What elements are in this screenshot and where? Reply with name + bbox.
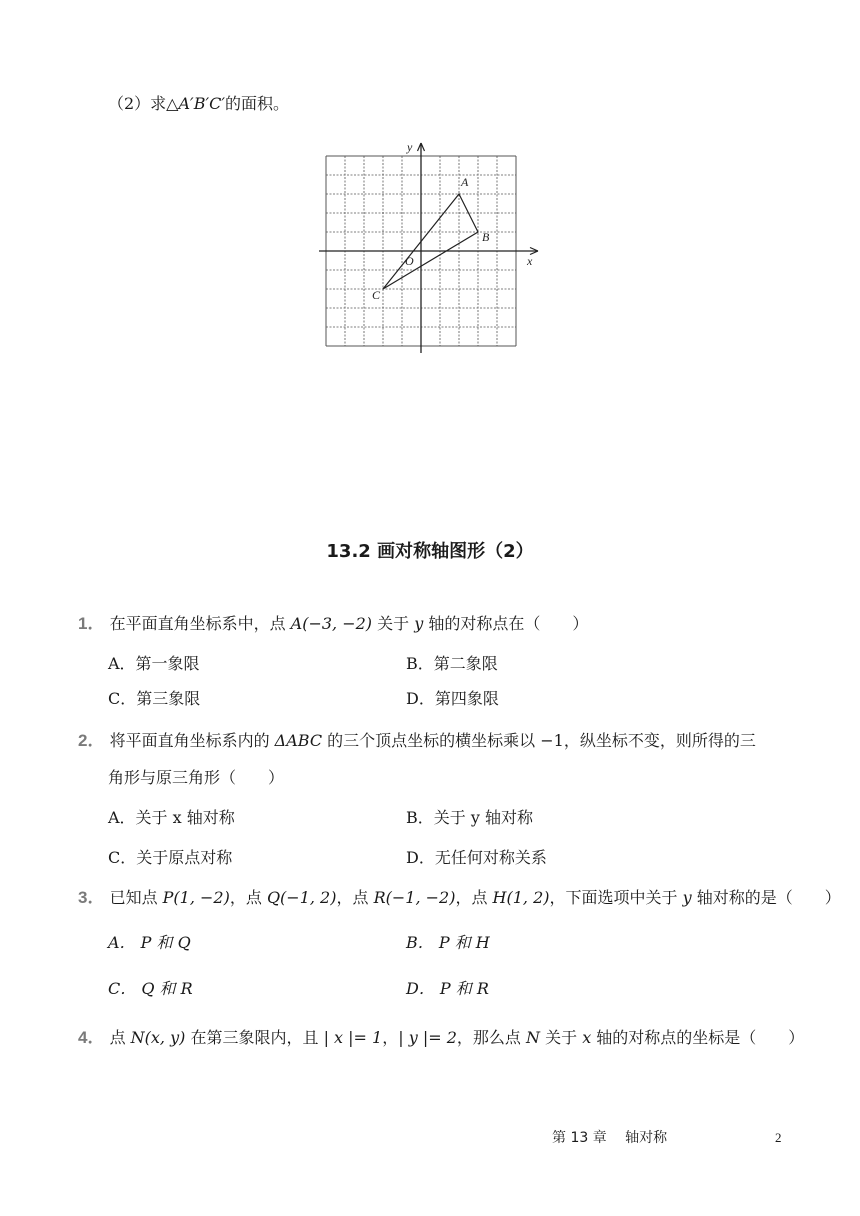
q3-stem-1: 已知点 <box>109 888 163 907</box>
q2-stem-line2: 角形与原三角形（ ） <box>108 768 285 787</box>
q1-option-d: D．第四象限 <box>406 689 499 708</box>
q1-option-c: C．第三象限 <box>108 689 201 708</box>
q2-option-b: B．关于 y 轴对称 <box>406 808 533 827</box>
point-label-b: B <box>482 230 490 244</box>
part2-prefix: （2）求△ <box>108 94 179 113</box>
triangle-abc <box>383 194 478 289</box>
q2-stem-3: 的三个顶点坐标的横坐标乘以 −1，纵坐标不变，则所得的三 <box>322 731 756 750</box>
part2-math: A′B′C′ <box>178 94 225 113</box>
q3-stem-8: H(1, 2) <box>492 888 550 907</box>
q1-stem-3: 关于 <box>372 614 415 633</box>
q3-option-a: A． P 和 Q <box>108 933 191 952</box>
q3-stem-7: ，点 <box>455 888 493 907</box>
question-number: 2． <box>78 731 105 750</box>
question-1 <box>78 614 588 634</box>
triangle-outline <box>383 194 478 289</box>
point-label-c: C <box>372 288 381 302</box>
q1-option-b: B．第二象限 <box>406 654 498 673</box>
question-4 <box>78 1028 804 1048</box>
q4-stem-4: | x |= 1 <box>323 1028 383 1047</box>
q1-stem-4: y <box>414 614 424 633</box>
q3-stem-2: P(1, −2) <box>162 888 230 907</box>
origin-label: O <box>405 254 414 268</box>
q4-stem-3: 在第三象限内，且 <box>185 1028 324 1047</box>
question-number: 3． <box>78 888 105 907</box>
q3-option-d: D． P 和 R <box>406 979 489 998</box>
q3-stem-6: R(−1, −2) <box>373 888 456 907</box>
q3-option-b: B． P 和 H <box>406 933 490 952</box>
point-label-a: A <box>461 175 469 189</box>
q1-stem-2: A(−3, −2) <box>290 614 373 633</box>
question-number: 4． <box>78 1028 105 1047</box>
question-3 <box>78 888 841 908</box>
prev-question-part2 <box>108 94 289 114</box>
question-number: 1． <box>78 614 105 633</box>
q3-stem-9: ，下面选项中关于 <box>549 888 683 907</box>
section-title: 13.2 画对称轴图形（2） <box>326 541 534 562</box>
q1-stem-1: 在平面直角坐标系中，点 <box>109 614 291 633</box>
q4-stem-9: 关于 <box>540 1028 583 1047</box>
y-axis-label: y <box>407 140 413 154</box>
q2-option-a: A．关于 x 轴对称 <box>108 808 235 827</box>
q4-stem-7: ，那么点 <box>456 1028 526 1047</box>
q4-stem-11: 轴的对称点的坐标是（ ） <box>591 1028 805 1047</box>
q1-option-a: A．第一象限 <box>108 654 200 673</box>
q1-stem-5: 轴的对称点在（ ） <box>423 614 589 633</box>
q3-stem-5: ，点 <box>336 888 374 907</box>
figure-labels <box>372 140 533 302</box>
q4-stem-8: N <box>526 1028 540 1047</box>
q4-stem-2: N(x, y) <box>130 1028 186 1047</box>
q3-option-c: C． Q 和 R <box>108 979 193 998</box>
page-number: 2 <box>775 1130 782 1145</box>
coordinate-figure <box>316 140 546 355</box>
x-axis-label: x <box>527 254 533 268</box>
q4-stem-1: 点 <box>109 1028 131 1047</box>
q3-stem-3: ，点 <box>229 888 267 907</box>
q2-option-c: C．关于原点对称 <box>108 848 233 867</box>
q2-stem-2: ΔABC <box>274 731 323 750</box>
q3-stem-4: Q(−1, 2) <box>266 888 337 907</box>
q4-stem-10: x <box>582 1028 592 1047</box>
axes <box>319 143 538 353</box>
q3-stem-10: y <box>682 888 692 907</box>
q2-option-d: D．无任何对称关系 <box>406 848 547 867</box>
q2-stem-1: 将平面直角坐标系内的 <box>109 731 275 750</box>
footer-chapter: 第 13 章 轴对称 <box>552 1130 668 1146</box>
q4-stem-5: ， <box>382 1028 399 1047</box>
part2-suffix: 的面积。 <box>224 94 289 113</box>
q3-stem-11: 轴对称的是（ ） <box>691 888 841 907</box>
question-2 <box>78 731 756 751</box>
q4-stem-6: | y |= 2 <box>398 1028 457 1047</box>
